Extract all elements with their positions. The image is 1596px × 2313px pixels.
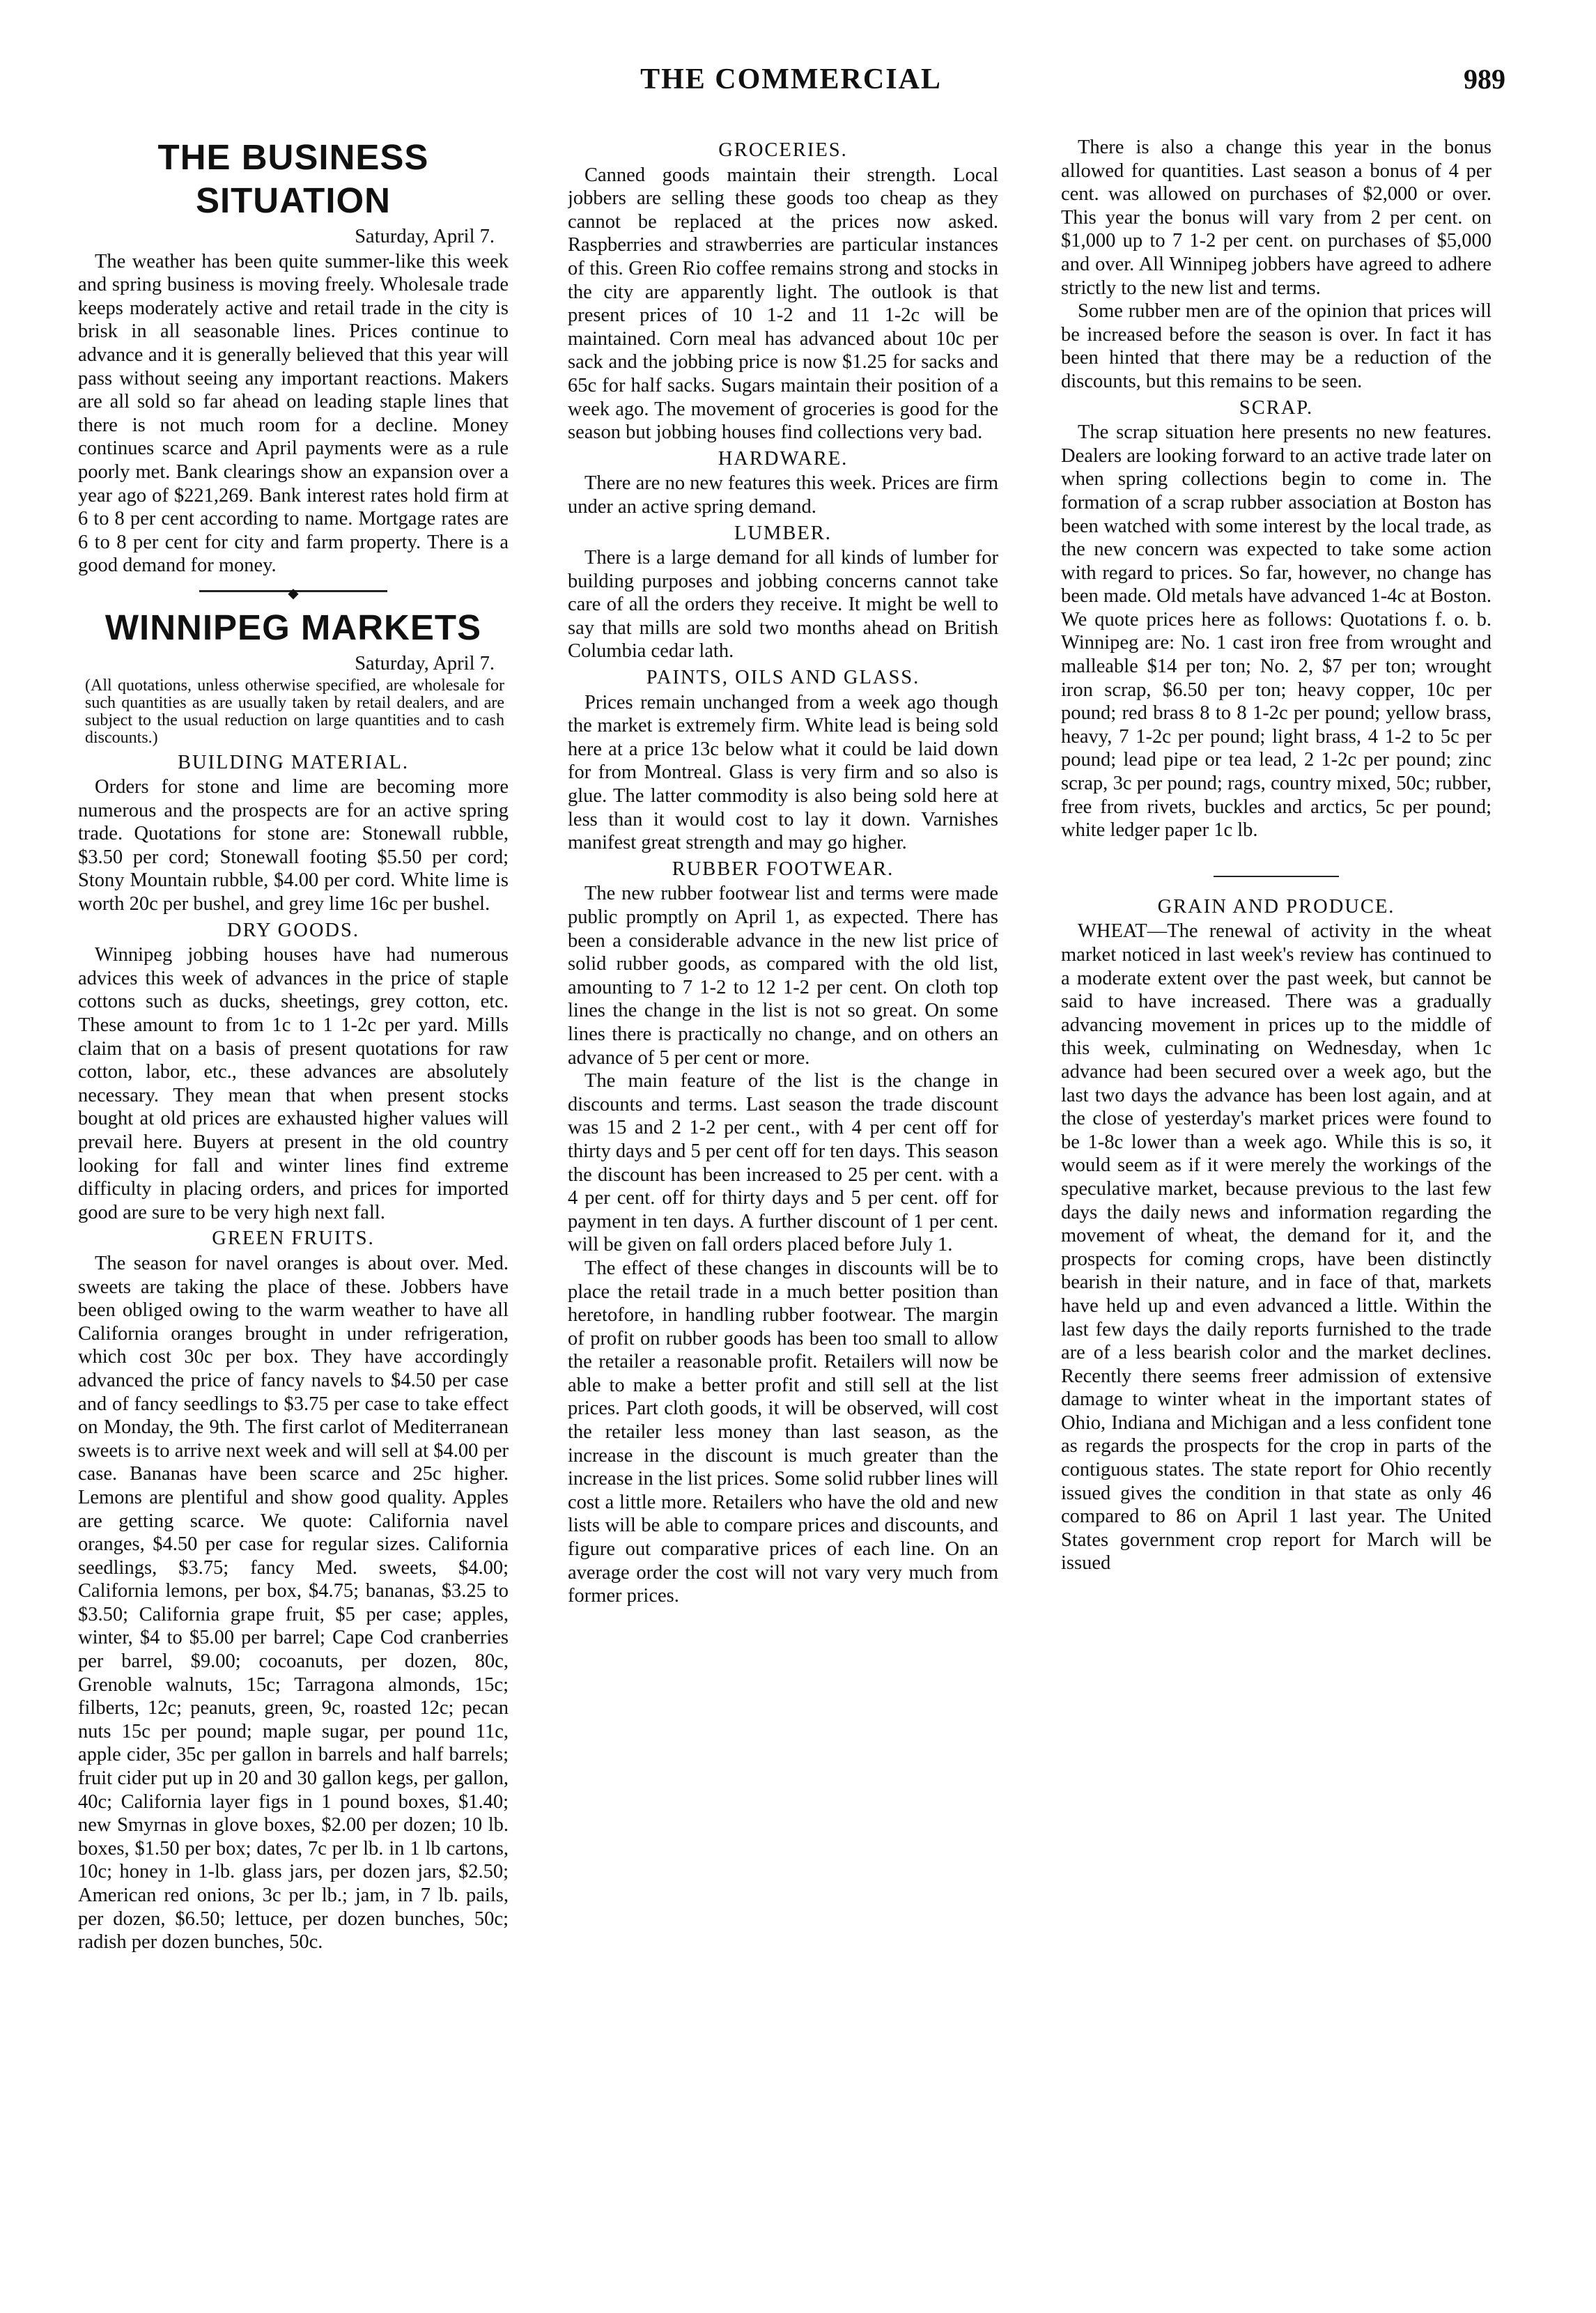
lumber-body: There is a large demand for all kinds of lumber for building purposes and jobbing concerns cannot take care of all the orders they receive. It might be well to say that mills are sold two months ahead on British Columbia cedar lath. — [568, 547, 998, 663]
rubber-paragraph-2: The main feature of the list is the change in discounts and terms. Last season the trade discount was 15 and 2 1-2 per cent., with 4 per cent off for thirty days and 5 per cent off for ten days. This season the discount has been increased to 25 per cent. with a 4 per cent. off for thirty days and 5 per cent. off for payment in ten days. A further discount of 1 per cent. will be given on fall orders placed before July 1. — [568, 1070, 998, 1256]
building-material-heading: BUILDING MATERIAL. — [177, 751, 410, 773]
lumber-heading: LUMBER. — [734, 522, 832, 544]
business-situation-date: Saturday, April 7. — [355, 226, 495, 247]
green-fruits-body: The season for navel oranges is about over. Med. sweets are taking the place of these. Jobbers have been obliged owing to the warm weather to have all California oranges brought in under refrigeration, which cost 30c per box. They have accordingly advanced the price of fancy navels to $4.50 per case and of fancy seedlings to $3.75 per case to take effect on Monday, the 9th. The first carlot of Mediterranean sweets is to arrive next week and will sell at $4.00 per case. Bananas have been scarce and 25c higher. Lemons are plentiful and show good quality. Apples are getting scarce. We quote: California navel oranges, $4.50 per case for regular sizes. California seedlings, $3.75; fancy Med. sweets, $4.00; California lemons, per box, $4.75; bananas, $3.25 to $3.50; California grape fruit, $5 per case; apples, winter, $4 to $5.00 per barrel; Cape Cod cranberries per barrel, $9.00; cocoanuts, per dozen, 80c, Grenoble walnuts, 15c; Tarragona almonds, 15c; filberts, 12c; peanuts, green, 9c, roasted 12c; pecan nuts 15c per pound; maple sugar, per pound 11c, apple cider, 35c per gallon in barrels and half barrels; fruit cider put up in 20 and 30 gallon kegs, per gallon, 40c; California layer figs in 1 pound boxes, $1.40; new Smyrnas in glove boxes, $2.00 per dozen; 10 lb. boxes, $1.50 per box; dates, 7c per lb. in 1 lb cartons, 10c; honey in 1-lb. glass jars, per dozen jars, $2.50; American red onions, 3c per lb.; jam, in 7 lb. pails, per dozen, $6.50; lettuce, per dozen bunches, 50c; radish per dozen bunches, 50c. — [78, 1252, 509, 1954]
paints-body: Prices remain unchanged from a week ago though the market is extremely firm. White lead is being sold here at a price 13c below what it could be laid down for from Montreal. Glass is very firm and so also is glue. The latter commodity is also being sold here at less than it would cost to lay it down. Varnishes manifest great strength and may go higher. — [568, 691, 998, 854]
groceries-body: Canned goods maintain their strength. Local jobbers are selling these goods too cheap as they cannot be replaced at the prices now asked. Raspberries and strawberries are particular instances of this. Green Rio coffee remains strong and stocks in the city are apparently light. The outlook is that present prices of 10 1-2 and 11 1-2c will be maintained. Corn meal has advanced about 10c per sack and the jobbing price is now $1.25 for sacks and 65c for half sacks. Sugars maintain their position of a week ago. The movement of groceries is good for the season but jobbing houses find collections very bad. — [568, 164, 998, 444]
column-1 — [78, 136, 509, 2257]
hardware-heading: HARDWARE. — [718, 447, 849, 470]
business-situation-heading: THE BUSINESS SITUATION — [157, 137, 429, 220]
quotations-note: (All quotations, unless otherwise specified, are wholesale for such quantities as are usually taken by retail dealers, and are subject to the usual reduction on large quantities and to cash discounts.) — [85, 676, 504, 747]
business-situation-body: The weather has been quite summer-like this week and spring business is moving freely. Wholesale trade keeps moderately active and retail trade in the city is brisk in all seasonable lines. Prices continue to advance and it is generally believed that this year will pass without seeing any important reactions. Makers are all sold so far ahead on leading staple lines that there is not much room for a decline. Money continues scarce and April payments were as a rule poorly met. Bank clearings show an expansion over a year ago of $221,269. Bank interest rates hold firm at 6 to 8 per cent according to name. Mortgage rates are 6 to 8 per cent for city and farm property. There is a good demand for money. — [78, 250, 509, 577]
scrap-body: The scrap situation here presents no new features. Dealers are looking forward to an active trade later on when spring collections begin to come in. The formation of a scrap rubber association at Boston has been watched with some interest by the local trade, as the new concern was expected to take some action with regard to prices. So far, however, no change has been made. Old metals have advanced 1-4c at Boston. We quote prices here as follows: Quotations f. o. b. Winnipeg are: No. 1 cast iron free from wrought and malleable $14 per ton; No. 2, $7 per ton; wrought iron scrap, $6.50 per ton; heavy copper, 10c per pound; red brass 8 to 8 1-2c per pound; yellow brass, heavy, 7 1-2c per pound; light brass, 4 1-2 to 5c per pound; lead pipe or tea lead, 2 1-2c per pound; zinc scrap, 3c per pound; rags, country mixed, 50c; rubber, free from rivets, buckles and arctics, 5c per pound; white ledger paper 1c lb. — [1061, 421, 1492, 842]
rubber-footwear-heading: RUBBER FOOTWEAR. — [672, 858, 894, 880]
dry-goods-heading: DRY GOODS. — [227, 919, 359, 941]
column-3 — [1061, 136, 1492, 2257]
rubber-paragraph-5: Some rubber men are of the opinion that prices will be increased before the season is over. In fact it has been hinted that there may be a reduction of the discounts, but this remains to be seen. — [1061, 300, 1492, 392]
dry-goods-body: Winnipeg jobbing houses have had numerous advices this week of advances in the price of staple cottons such as ducks, sheetings, grey cotton, etc. These amount to from 1c to 1 1-2c per yard. Mills claim that on a basis of present quotations for raw cotton, labor, etc., these advances are absolutely necessary. They mean that when present stocks bought at old prices are exhausted higher values will prevail here. Buyers at present in the old country looking for fall and winter lines find extreme difficulty in placing orders, and prices for imported good are sure to be very high next fall. — [78, 944, 509, 1223]
rubber-paragraph-3: The effect of these changes in discounts will be to place the retail trade in a much better position than heretofore, in handling rubber footwear. The margin of profit on rubber goods has been too small to allow the retailer a reasonable profit. Retailers will now be able to make a better profit and still sell at the list prices. Part cloth goods, it will be observed, will cost the retailer less money than last season, as the increase in the discount is much greater than the increase in the list prices. Some solid rubber lines will cost a little more. Retailers who have the old and new lists will be able to compare prices and discounts, and figure out comparative prices of each line. On an average order the cost will not vary very much from former prices. — [568, 1257, 998, 1607]
section-divider: ◆ — [199, 590, 387, 592]
rubber-paragraph-1: The new rubber footwear list and terms were made public promptly on April 1, as expected. There has been a considerable advance in the new list price of solid rubber goods, as compared with the old list, amounting to 7 1-2 to 12 1-2 per cent. On cloth top lines the change in the list is not so great. On some lines there is practically no change, and on others an advance of 5 per cent or more. — [568, 883, 998, 1069]
paints-heading: PAINTS, OILS AND GLASS. — [646, 667, 920, 689]
building-material-body: Orders for stone and lime are becoming more numerous and the prospects are for an active spring trade. Quotations for stone are: Stonewall rubble, $3.50 per cord; Stonewall footing $5.50 per cord; Stony Mountain rubble, $4.00 per cord. White lime is worth 20c per bushel, and grey lime 16c per bushel. — [78, 776, 509, 915]
running-title: THE COMMERCIAL — [640, 63, 942, 95]
column-2 — [568, 136, 998, 2257]
scrap-heading: SCRAP. — [1239, 396, 1314, 419]
winnipeg-markets-date: Saturday, April 7. — [355, 652, 495, 674]
grain-produce-body: WHEAT—The renewal of activity in the wheat market noticed in last week's review has continued to a moderate extent over the past week, but cannot be said to have increased. There was a gradually advancing movement in prices up to the middle of this week, culminating on Wednesday, when 1c advance had been secured over a week ago, but the last two days the advance has been lost again, and at the close of yesterday's market prices were found to be 1-8c lower than a week ago. While this is so, it would seem as if it were merely the workings of the speculative market, because previous to the last few days the daily news and information regarding the movement of wheat, the demand for it, and the prospects for coming crops, have been distinctly bearish in their nature, and in face of that, markets have held up and even advanced a little. Within the last few days the daily reports furnished to the trade are of a less bearish color and the market declines. Recently there seems freer admission of extensive damage to winter wheat in the important states of Ohio, Indiana and Michigan and a less confident tone as regards the prospects for the crop in parts of the contiguous states. The state report for Ohio recently issued gives the condition in that state as only 46 compared to 86 on April 1 last year. The United States government crop report for March will be issued — [1061, 920, 1492, 1575]
section-divider-rule — [1214, 876, 1339, 877]
rubber-paragraph-4: There is also a change this year in the bonus allowed for quantities. Last season a bonus of 4 per cent. was allowed on purchases of $2,000 or over. This year the bonus will vary from 2 per cent. on $1,000 up to 7 1-2 per cent. on purchases of $5,000 and over. All Winnipeg jobbers have agreed to adhere strictly to the new list and terms. — [1061, 137, 1492, 299]
running-head — [77, 63, 1505, 105]
page-number: 989 — [1464, 63, 1505, 95]
hardware-body: There are no new features this week. Prices are firm under an active spring demand. — [568, 472, 998, 518]
winnipeg-markets-heading: WINNIPEG MARKETS — [104, 607, 482, 647]
green-fruits-heading: GREEN FRUITS. — [212, 1228, 375, 1250]
grain-produce-heading: GRAIN AND PRODUCE. — [1157, 895, 1395, 918]
groceries-heading: GROCERIES. — [718, 139, 848, 161]
